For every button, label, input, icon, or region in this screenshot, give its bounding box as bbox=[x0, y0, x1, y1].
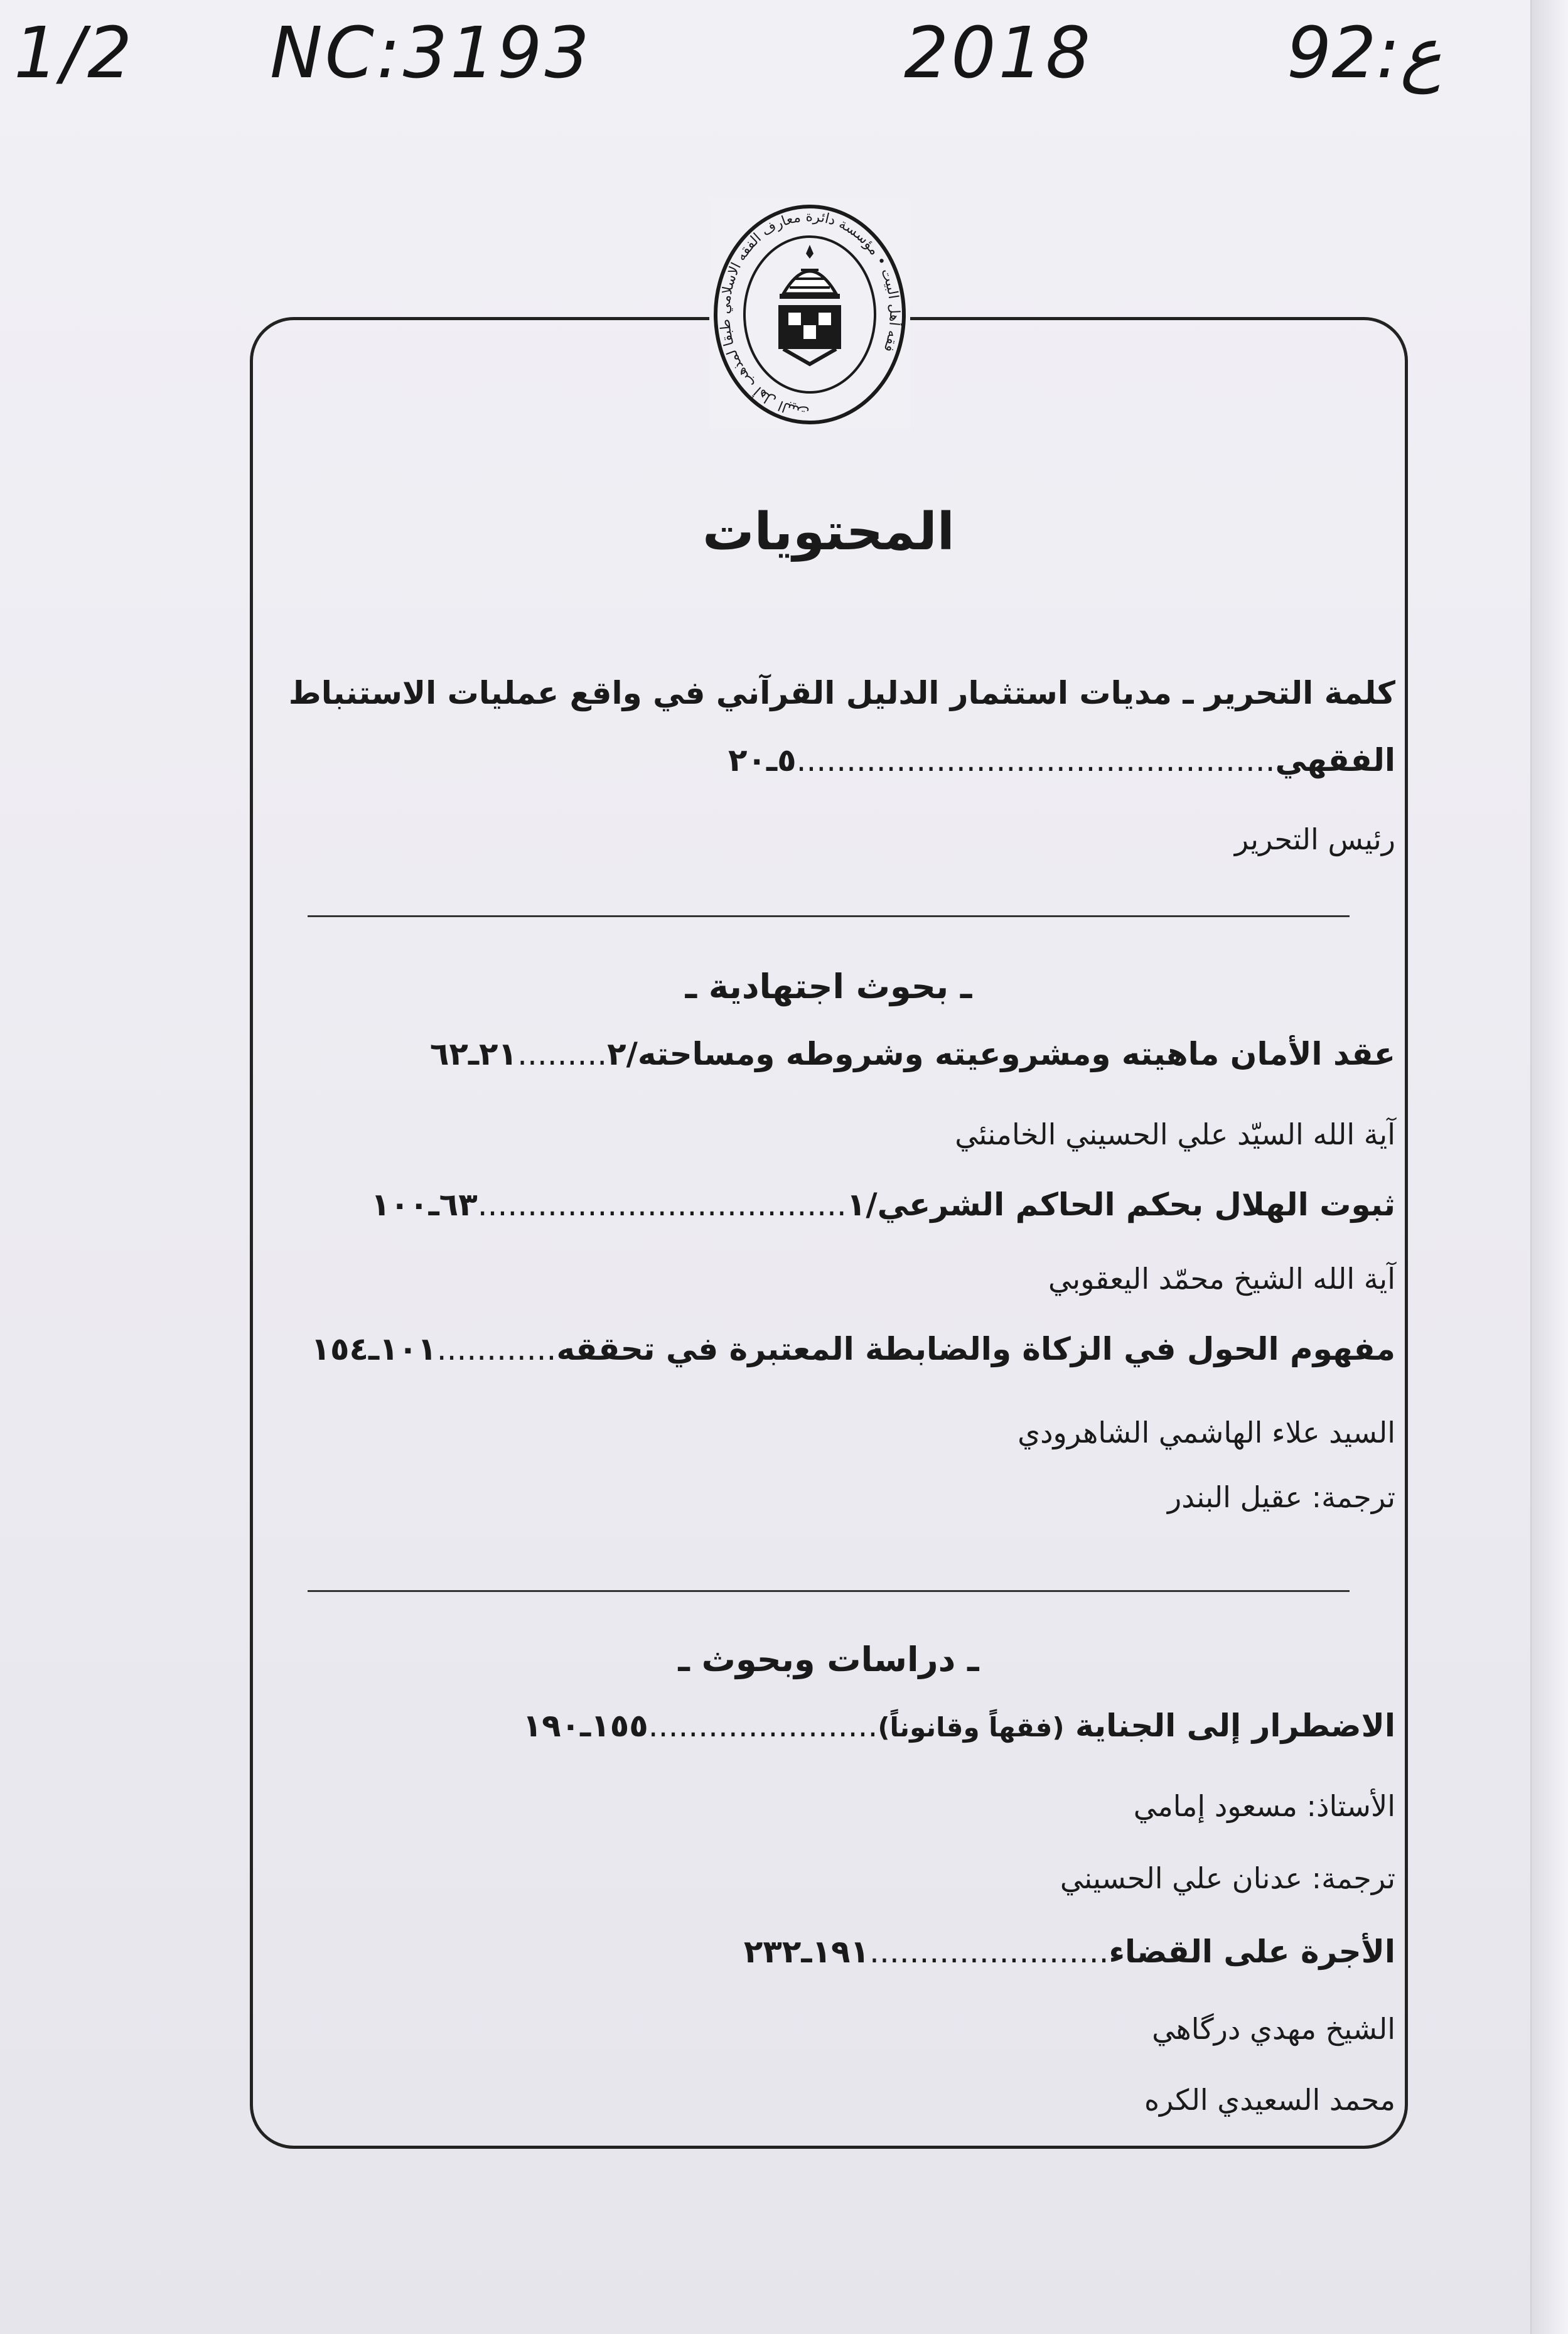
article-row: الأجرة على القضاء........................١٩١ـ٢٣٢ bbox=[743, 1933, 1395, 1970]
editorial-title-line1: كلمة التحرير ـ مديات استثمار الدليل القرآني في واقع عمليات الاستنباط bbox=[288, 675, 1395, 711]
editorial-title-line2: الفقهي bbox=[1275, 742, 1395, 778]
article-pages: ٢١ـ٦٢ bbox=[429, 1036, 518, 1072]
article-subtitle: (فقهاً وقانوناً) bbox=[878, 1712, 1065, 1743]
article-author: السيد علاء الهاشمي الشاهرودي bbox=[1018, 1416, 1395, 1449]
seal-logo-icon bbox=[709, 200, 910, 429]
editorial-pages: ٥ـ٢٠ bbox=[728, 742, 797, 778]
page-title: المحتويات bbox=[702, 502, 955, 562]
handwritten-year: 2018 bbox=[904, 13, 1093, 94]
handwritten-volume: 1/2 bbox=[14, 13, 135, 94]
seal-logo bbox=[709, 200, 910, 429]
article-pages: ١٠١ـ١٥٤ bbox=[311, 1331, 437, 1367]
article-translator: ترجمة: عدنان علي الحسيني bbox=[1060, 1861, 1395, 1895]
article-pages: ١٩١ـ٢٣٢ bbox=[743, 1933, 870, 1970]
article-author: الأستاذ: مسعود إمامي bbox=[1133, 1789, 1395, 1823]
article-author: آية الله الشيخ محمّد اليعقوبي bbox=[1048, 1262, 1395, 1296]
article-pages: ١٥٥ـ١٩٠ bbox=[522, 1707, 648, 1744]
article-title: الاضطرار إلى الجناية bbox=[1075, 1707, 1395, 1744]
article-title: ثبوت الهلال بحكم الحاكم الشرعي/١ bbox=[846, 1186, 1395, 1223]
handwritten-issue: 92:ع bbox=[1287, 13, 1442, 94]
divider bbox=[308, 1590, 1350, 1592]
seal-arc-text: فقه أهل البيت • مؤسسة دائرة معارف الفقه الاسلامي طبقا لمذهب أهل البيت bbox=[717, 208, 903, 419]
article-title: الأجرة على القضاء bbox=[1109, 1933, 1395, 1970]
article-author: الشيخ مهدي درگاهي bbox=[1152, 2012, 1395, 2046]
article-row: ثبوت الهلال بحكم الحاكم الشرعي/١.....................................٦٣ـ١٠٠ bbox=[371, 1186, 1395, 1223]
article-translator: ترجمة: عقيل البندر bbox=[1168, 1480, 1395, 1514]
article-row: الاضطرار إلى الجناية (فقهاً وقانوناً).......................١٥٥ـ١٩٠ bbox=[522, 1707, 1395, 1744]
divider bbox=[308, 915, 1350, 917]
section-heading: ـ بحوث اجتهادية ـ bbox=[685, 967, 972, 1006]
page-spine bbox=[1530, 0, 1568, 2334]
article-pages: ٦٣ـ١٠٠ bbox=[371, 1186, 478, 1223]
article-row: عقد الأمان ماهيته ومشروعيته وشروطه ومساحته/٢.........٢١ـ٦٢ bbox=[429, 1036, 1395, 1072]
article-author: محمد السعيدي الكره bbox=[1144, 2083, 1395, 2117]
article-title: عقد الأمان ماهيته ومشروعيته وشروطه ومساحته/٢ bbox=[607, 1036, 1395, 1072]
article-row: مفهوم الحول في الزكاة والضابطة المعتبرة في تحققه............١٠١ـ١٥٤ bbox=[311, 1331, 1395, 1367]
article-title: مفهوم الحول في الزكاة والضابطة المعتبرة في تحققه bbox=[556, 1331, 1395, 1367]
editorial-author: رئيس التحرير bbox=[1234, 822, 1395, 856]
handwritten-catalog: NC:3193 bbox=[270, 13, 592, 94]
section-heading: ـ دراسات وبحوث ـ bbox=[678, 1640, 979, 1679]
article-author: آية الله السيّد علي الحسيني الخامنئي bbox=[955, 1117, 1395, 1151]
editorial-title-row: الفقهي................................................٥ـ٢٠ bbox=[728, 742, 1395, 778]
